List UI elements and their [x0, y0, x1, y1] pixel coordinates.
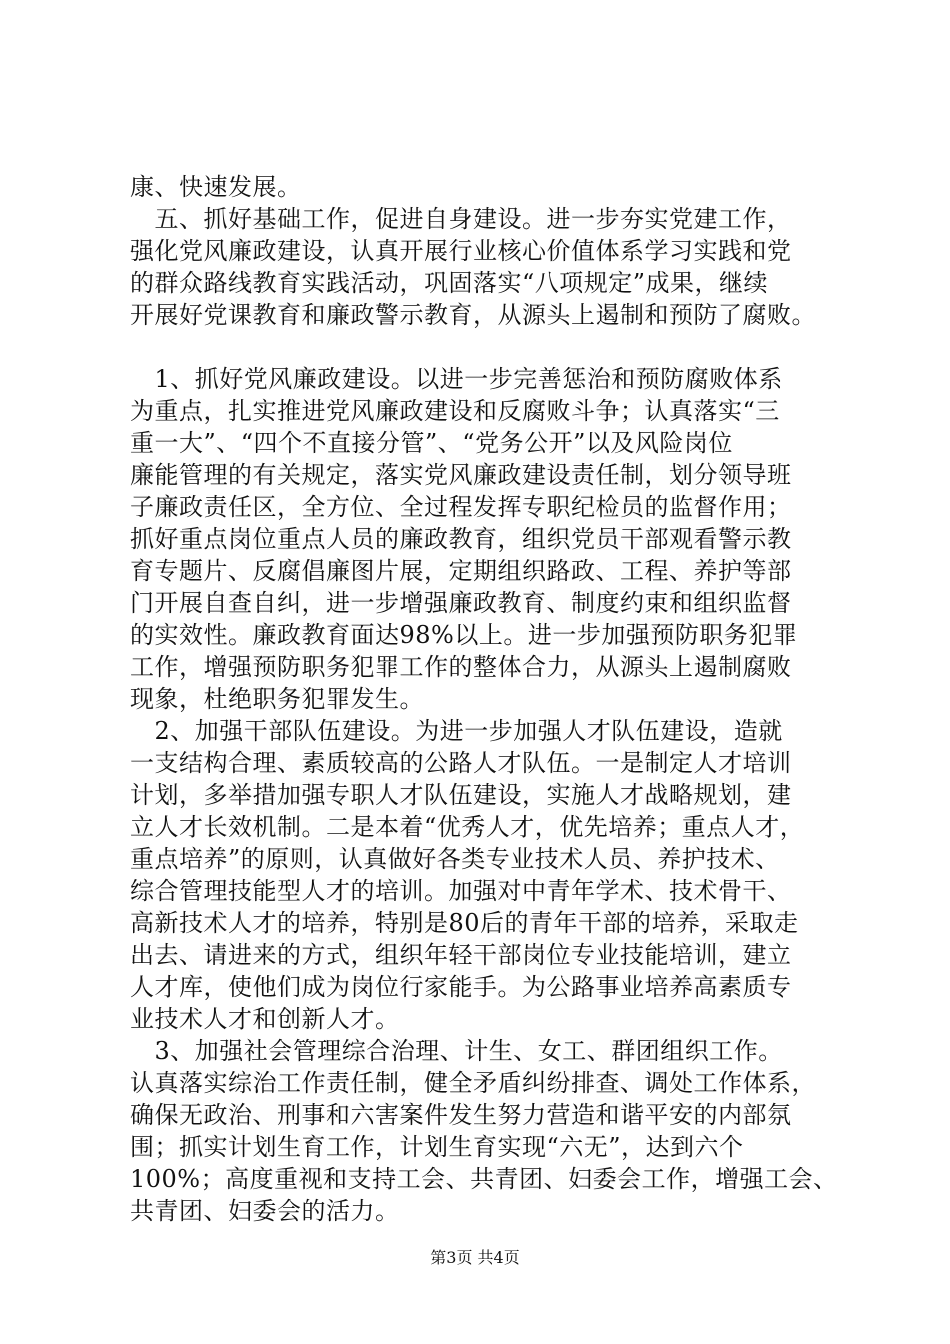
text-line: 强化党风廉政建设，认真开展行业核心价值体系学习实践和党 [130, 237, 792, 265]
text-line: 围；抓实计划生育工作，计划生育实现“六无”，达到六个 [130, 1133, 744, 1161]
text-line: 重一大”、“四个不直接分管”、“党务公开”以及风险岗位 [130, 429, 733, 457]
text-line: 立人才长效机制。二是本着“优秀人才，优先培养；重点人才， [130, 813, 805, 841]
text-line: 确保无政治、刑事和六害案件发生努力营造和谐平安的内部氛 [130, 1101, 792, 1129]
text-line: 业技术人才和创新人才。 [130, 1005, 400, 1033]
text-line: 为重点，扎实推进党风廉政建设和反腐败斗争；认真落实“三 [130, 397, 780, 425]
text-line: 计划，多举措加强专职人才队伍建设，实施人才战略规划，建 [130, 781, 792, 809]
page-number-footer: 第3页 共4页 [430, 1248, 520, 1267]
text-line: 人才库，使他们成为岗位行家能手。为公路事业培养高素质专 [130, 973, 792, 1001]
text-line: 育专题片、反腐倡廉图片展，定期组织路政、工程、养护等部 [130, 557, 792, 585]
text-line: 子廉政责任区，全方位、全过程发挥专职纪检员的监督作用； [130, 493, 792, 521]
blank-line [130, 331, 855, 363]
document-body [130, 171, 855, 1227]
text-line: 1、抓好党风廉政建设。以进一步完善惩治和预防腐败体系 [130, 365, 783, 393]
text-line: 100%；高度重视和支持工会、共青团、妇委会工作，增强工会、 [130, 1165, 838, 1193]
text-line: 工作，增强预防职务犯罪工作的整体合力，从源头上遏制腐败 [130, 653, 792, 681]
text-line: 出去、请进来的方式，组织年轻干部岗位专业技能培训，建立 [130, 941, 792, 969]
text-line: 开展好党课教育和廉政警示教育，从源头上遏制和预防了腐败。 [130, 301, 816, 329]
text-line: 综合管理技能型人才的培训。加强对中青年学术、技术骨干、 [130, 877, 792, 905]
text-line: 重点培养”的原则，认真做好各类专业技术人员、养护技术、 [130, 845, 780, 873]
text-line: 五、抓好基础工作，促进自身建设。进一步夯实党建工作， [130, 205, 792, 233]
text-line: 抓好重点岗位重点人员的廉政教育，组织党员干部观看警示教 [130, 525, 792, 553]
text-line: 共青团、妇委会的活力。 [130, 1197, 400, 1225]
text-line: 认真落实综治工作责任制，健全矛盾纠纷排查、调处工作体系， [130, 1069, 816, 1097]
text-line: 廉能管理的有关规定，落实党风廉政建设责任制，划分领导班 [130, 461, 792, 489]
text-line: 现象，杜绝职务犯罪发生。 [130, 685, 424, 713]
text-line: 一支结构合理、素质较高的公路人才队伍。一是制定人才培训 [130, 749, 792, 777]
text-line: 2、加强干部队伍建设。为进一步加强人才队伍建设，造就 [130, 717, 783, 745]
text-line: 的实效性。廉政教育面达98%以上。进一步加强预防职务犯罪 [130, 621, 798, 649]
text-line: 3、加强社会管理综合治理、计生、女工、群团组织工作。 [130, 1037, 783, 1065]
text-line: 的群众路线教育实践活动，巩固落实“八项规定”成果，继续 [130, 269, 769, 297]
text-line: 高新技术人才的培养，特别是80后的青年干部的培养，采取走 [130, 909, 799, 937]
text-line: 康、快速发展。 [130, 173, 302, 201]
text-line: 门开展自查自纠，进一步增强廉政教育、制度约束和组织监督 [130, 589, 792, 617]
